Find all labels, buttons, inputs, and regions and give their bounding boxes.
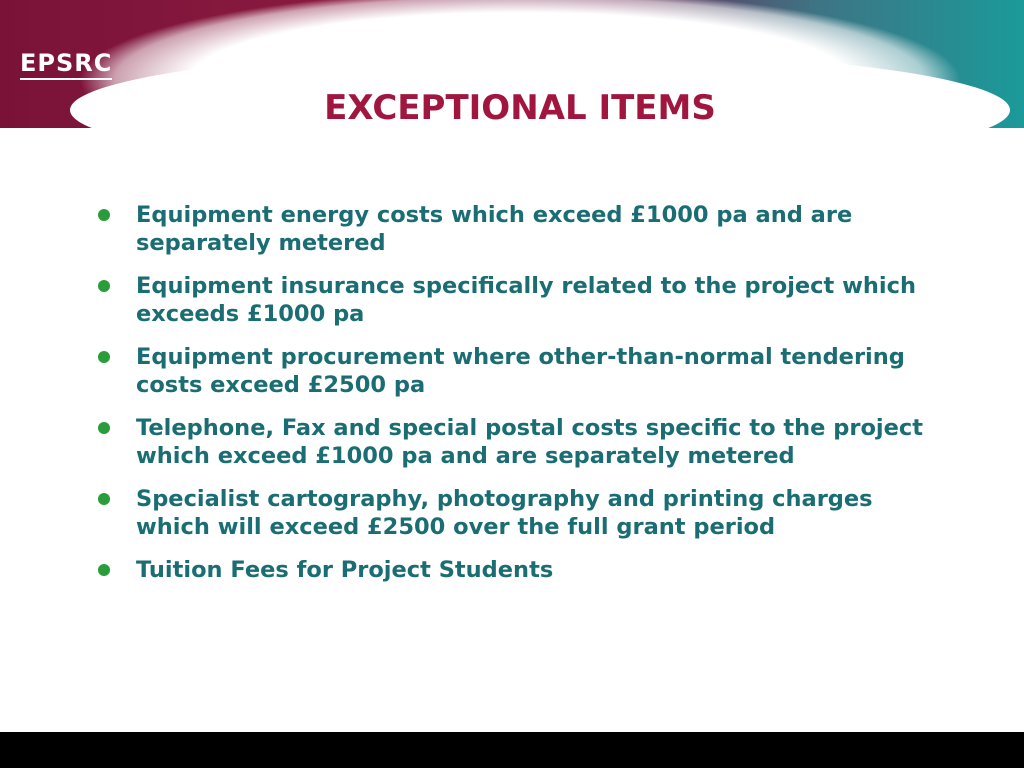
bullet-text: Tuition Fees for Project Students <box>136 557 554 583</box>
list-item <box>98 343 938 399</box>
list-item <box>98 485 938 541</box>
list-item <box>98 414 938 470</box>
bullet-text: Equipment energy costs which exceed £1000 pa and are separately metered <box>136 202 853 256</box>
bullet-icon <box>98 280 110 292</box>
footer-bar <box>0 732 1024 768</box>
bullet-text: Specialist cartography, photography and printing charges which will exceed £2500 over the full grant period <box>136 486 873 540</box>
bullet-icon <box>98 422 110 434</box>
bullet-icon <box>98 493 110 505</box>
list-item <box>98 556 938 584</box>
bullet-text: Equipment procurement where other-than-normal tendering costs exceed £2500 pa <box>136 344 905 398</box>
list-item <box>98 272 938 328</box>
page-title: EXCEPTIONAL ITEMS <box>324 88 716 128</box>
bullet-text: Telephone, Fax and special postal costs specific to the project which exceed £1000 pa and are separately metered <box>136 415 923 469</box>
bullet-text: Equipment insurance specifically related to the project which exceeds £1000 pa <box>136 273 916 327</box>
bullet-icon <box>98 209 110 221</box>
bullet-icon <box>98 351 110 363</box>
epsrc-logo: EPSRC <box>20 50 112 80</box>
list-item <box>98 201 938 257</box>
bullet-icon <box>98 564 110 576</box>
bullet-list <box>98 201 938 599</box>
